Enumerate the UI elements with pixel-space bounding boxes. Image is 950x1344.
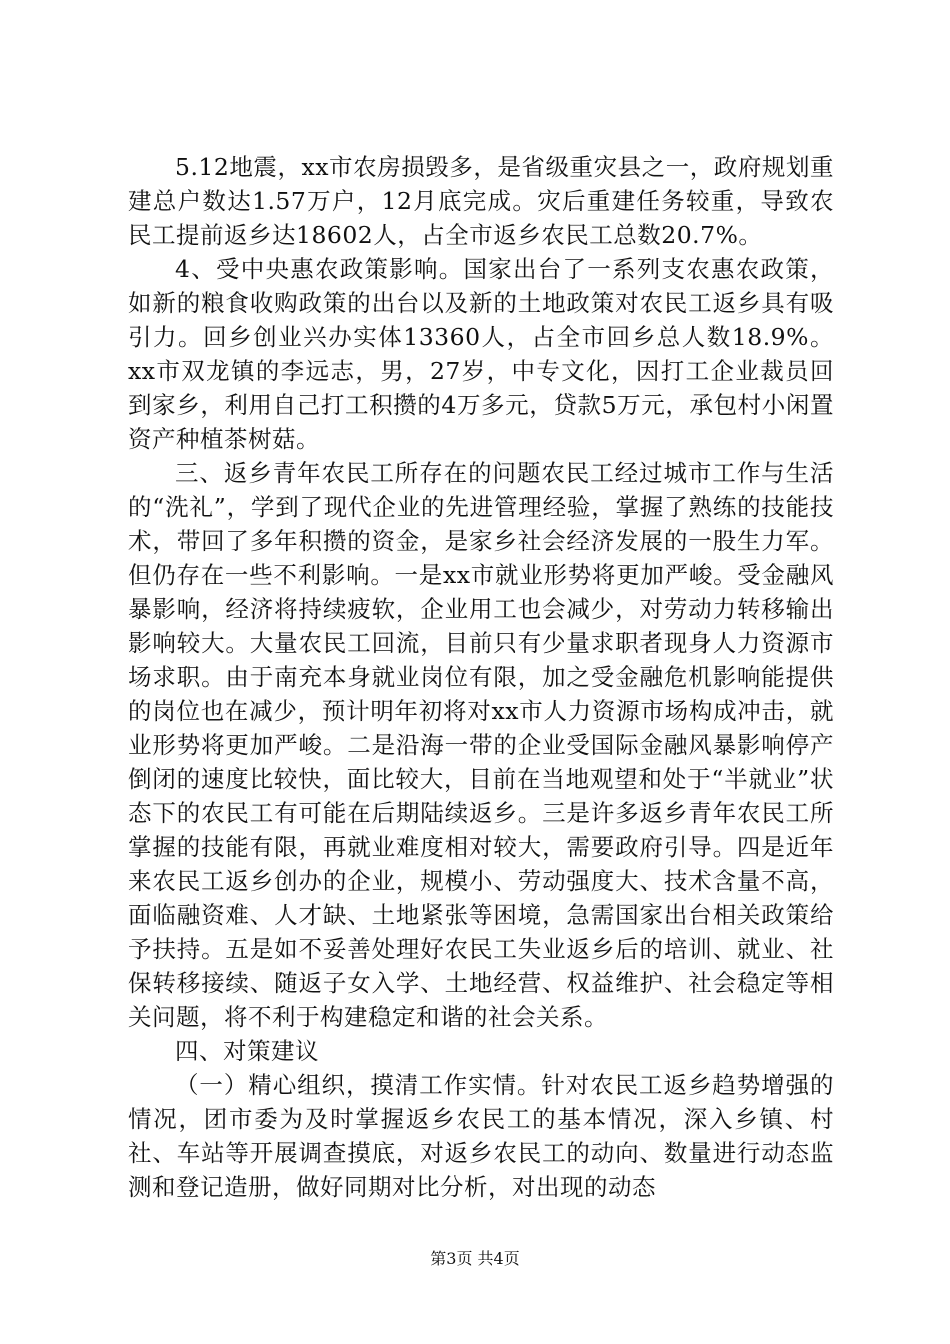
paragraph-existing-problems: 三、返乡青年农民工所存在的问题农民工经过城市工作与生活的“洗礼”，学到了现代企业的先进管理经验，掌握了熟练的技能技术，带回了多年积攒的资金，是家乡社会经济发展的一股生力军。但仍存在一些不利影响。一是xx市就业形势将更加严峻。受金融风暴影响，经济将持续疲软，企业用工也会减少，对劳动力转移输出影响较大。大量农民工回流，目前只有少量求职者现身人力资源市场求职。由于南充本身就业岗位有限，加之受金融危机影响能提供的岗位也在减少，预计明年初将对xx市人力资源市场构成冲击，就业形势将更加严峻。二是沿海一带的企业受国际金融风暴影响停产倒闭的速度比较快，面比较大，目前在当地观望和处于“半就业”状态下的农民工有可能在后期陆续返乡。三是许多返乡青年农民工所掌握的技能有限，再就业难度相对较大，需要政府引导。四是近年来农民工返乡创办的企业，规模小、劳动强度大、技术含量不高，面临融资难、人才缺、土地紧张等困境，急需国家出台相关政策给予扶持。五是如不妥善处理好农民工失业返乡后的培训、就业、社保转移接续、随返子女入学、土地经营、权益维护、社会稳定等相关问题，将不利于构建稳定和谐的社会关系。 — [128, 459, 834, 1031]
paragraph-organization: （一）精心组织，摸清工作实情。针对农民工返乡趋势增强的情况，团市委为及时掌握返乡农民工的基本情况，深入乡镇、村社、车站等开展调查摸底，对返乡农民工的动向、数量进行动态监测和登记造册，做好同期对比分析，对出现的动态 — [128, 1071, 834, 1201]
page-footer: 第3页 共4页 — [430, 1249, 520, 1268]
paragraph-policy-impact: 4、受中央惠农政策影响。国家出台了一系列支农惠农政策，如新的粮食收购政策的出台以及新的土地政策对农民工返乡具有吸引力。回乡创业兴办实体13360人，占全市回乡总人数18.9%。xx市双龙镇的李远志，男，27岁，中专文化，因打工企业裁员回到家乡，利用自己打工积攒的4万多元，贷款5万元，承包村小闲置资产种植茶树菇。 — [128, 255, 834, 453]
paragraph-earthquake-reconstruction: 5.12地震，xx市农房损毁多，是省级重灾县之一，政府规划重建总户数达1.57万户，12月底完成。灾后重建任务较重，导致农民工提前返乡达18602人，占全市返乡农民工总数20.7%。 — [128, 153, 834, 249]
document-body — [128, 150, 834, 1204]
section-heading-countermeasures: 四、对策建议 — [175, 1037, 319, 1065]
